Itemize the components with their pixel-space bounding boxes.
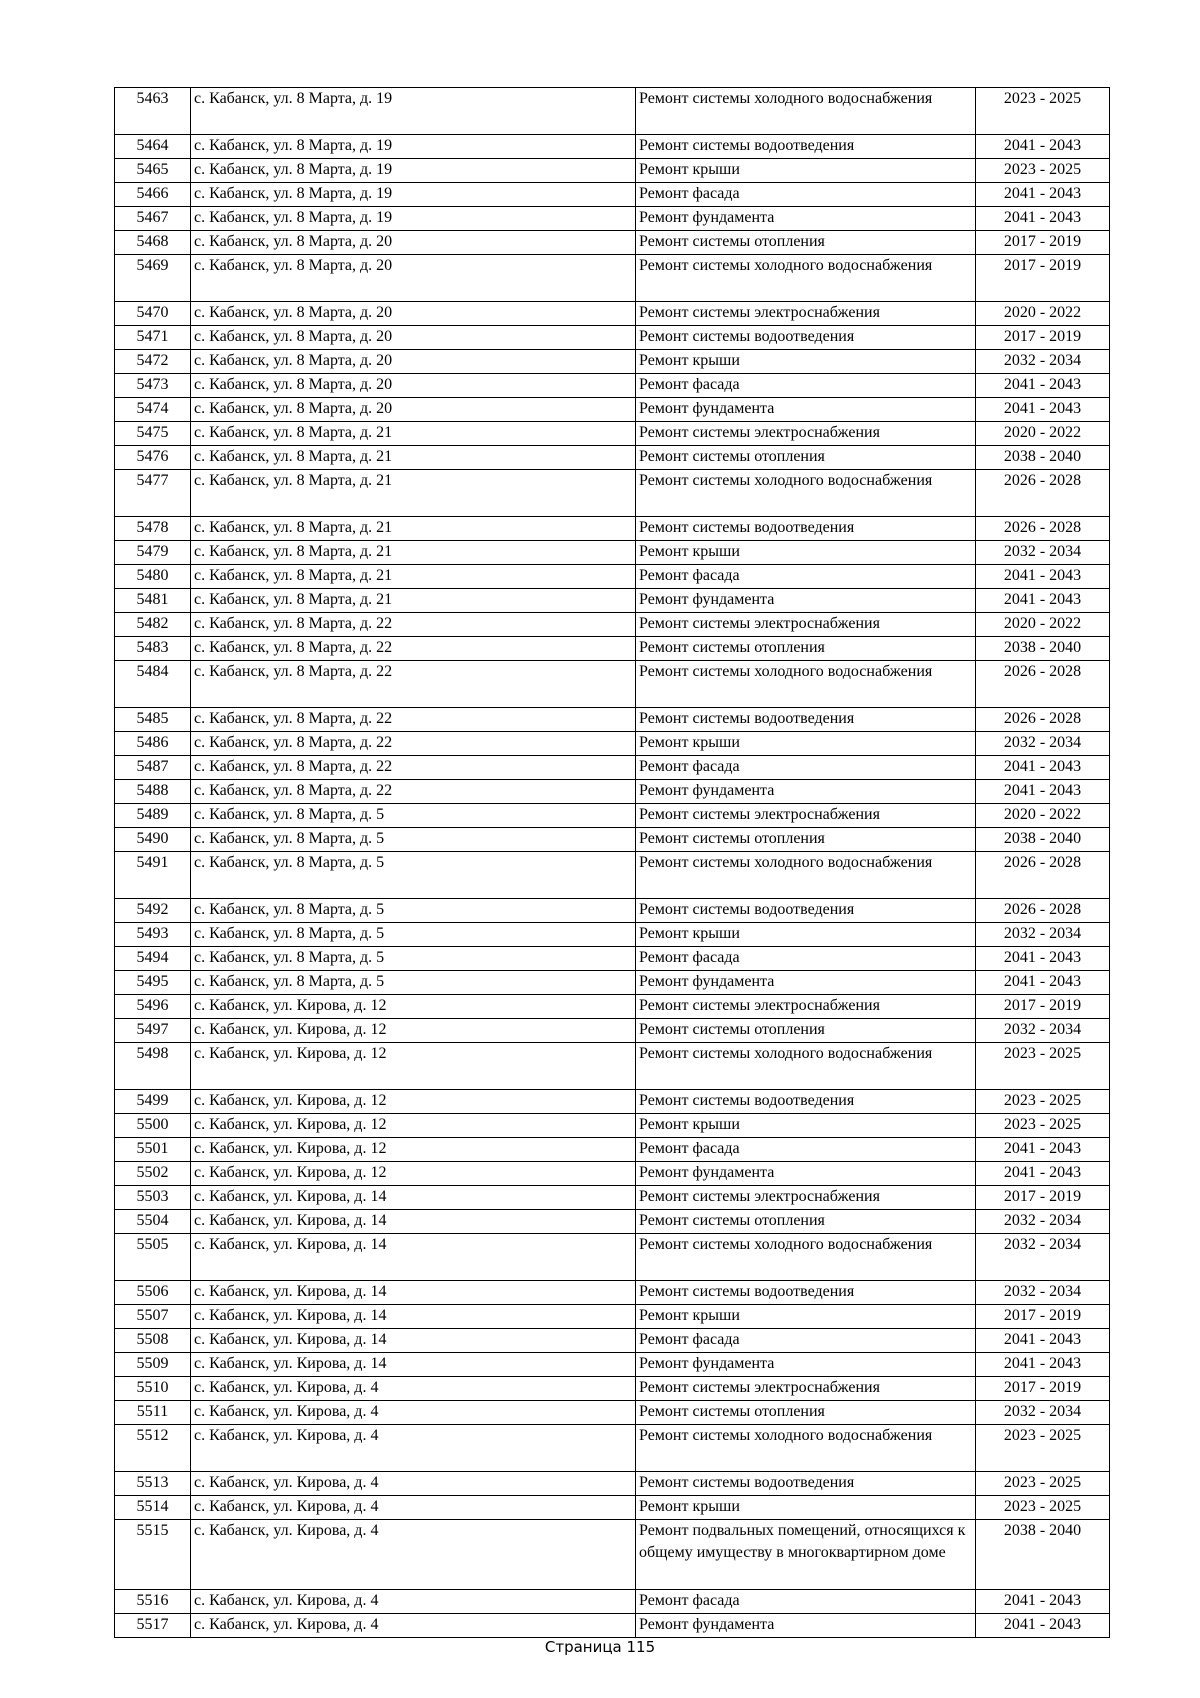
work-type-cell: Ремонт крыши <box>636 1114 976 1138</box>
work-type-cell: Ремонт системы электроснабжения <box>636 613 976 637</box>
table-row <box>115 398 1110 422</box>
table-row <box>115 1138 1110 1162</box>
work-type-cell: Ремонт фундамента <box>636 1162 976 1186</box>
work-type-cell: Ремонт системы водоотведения <box>636 326 976 350</box>
table-row <box>115 565 1110 589</box>
row-number-cell: 5510 <box>115 1377 191 1401</box>
period-cell: 2032 - 2034 <box>976 1210 1110 1234</box>
table-row <box>115 1329 1110 1353</box>
table-row <box>115 1353 1110 1377</box>
period-cell: 2017 - 2019 <box>976 1377 1110 1401</box>
work-type-cell: Ремонт системы отопления <box>636 1401 976 1425</box>
row-number-cell: 5467 <box>115 207 191 231</box>
address-cell: с. Кабанск, ул. 8 Марта, д. 22 <box>191 637 636 661</box>
row-number-cell: 5469 <box>115 255 191 302</box>
table-row <box>115 422 1110 446</box>
work-type-cell: Ремонт подвальных помещений, относящихся к общему имуществу в многоквартирном доме <box>636 1520 976 1590</box>
address-cell: с. Кабанск, ул. 8 Марта, д. 21 <box>191 517 636 541</box>
table-row <box>115 1234 1110 1281</box>
table-row <box>115 804 1110 828</box>
work-type-cell: Ремонт системы водоотведения <box>636 1472 976 1496</box>
address-cell: с. Кабанск, ул. 8 Марта, д. 21 <box>191 589 636 613</box>
table-row <box>115 1281 1110 1305</box>
work-type-cell: Ремонт системы холодного водоснабжения <box>636 1425 976 1472</box>
row-number-cell: 5496 <box>115 995 191 1019</box>
period-cell: 2041 - 2043 <box>976 947 1110 971</box>
period-cell: 2017 - 2019 <box>976 326 1110 350</box>
period-cell: 2023 - 2025 <box>976 1114 1110 1138</box>
row-number-cell: 5499 <box>115 1090 191 1114</box>
table-row <box>115 1305 1110 1329</box>
period-cell: 2041 - 2043 <box>976 135 1110 159</box>
work-type-cell: Ремонт системы водоотведения <box>636 517 976 541</box>
table-row <box>115 1162 1110 1186</box>
period-cell: 2026 - 2028 <box>976 899 1110 923</box>
address-cell: с. Кабанск, ул. Кирова, д. 12 <box>191 1043 636 1090</box>
table-row <box>115 923 1110 947</box>
row-number-cell: 5487 <box>115 756 191 780</box>
table-row <box>115 852 1110 899</box>
table-row <box>115 159 1110 183</box>
address-cell: с. Кабанск, ул. 8 Марта, д. 19 <box>191 135 636 159</box>
period-cell: 2041 - 2043 <box>976 207 1110 231</box>
table-row <box>115 1210 1110 1234</box>
address-cell: с. Кабанск, ул. Кирова, д. 12 <box>191 995 636 1019</box>
table-row <box>115 613 1110 637</box>
row-number-cell: 5507 <box>115 1305 191 1329</box>
period-cell: 2032 - 2034 <box>976 732 1110 756</box>
table-row <box>115 374 1110 398</box>
work-type-cell: Ремонт системы водоотведения <box>636 1090 976 1114</box>
address-cell: с. Кабанск, ул. 8 Марта, д. 5 <box>191 899 636 923</box>
table-row <box>115 541 1110 565</box>
row-number-cell: 5471 <box>115 326 191 350</box>
work-type-cell: Ремонт фасада <box>636 1590 976 1614</box>
table-row <box>115 1520 1110 1590</box>
period-cell: 2038 - 2040 <box>976 446 1110 470</box>
period-cell: 2041 - 2043 <box>976 565 1110 589</box>
work-type-cell: Ремонт системы холодного водоснабжения <box>636 1043 976 1090</box>
period-cell: 2038 - 2040 <box>976 828 1110 852</box>
period-cell: 2038 - 2040 <box>976 1520 1110 1590</box>
work-type-cell: Ремонт крыши <box>636 923 976 947</box>
work-type-cell: Ремонт фасада <box>636 183 976 207</box>
table-row <box>115 517 1110 541</box>
address-cell: с. Кабанск, ул. Кирова, д. 14 <box>191 1353 636 1377</box>
table-row <box>115 135 1110 159</box>
work-type-cell: Ремонт системы отопления <box>636 231 976 255</box>
address-cell: с. Кабанск, ул. Кирова, д. 4 <box>191 1496 636 1520</box>
table-row <box>115 1090 1110 1114</box>
period-cell: 2032 - 2034 <box>976 1401 1110 1425</box>
address-cell: с. Кабанск, ул. 8 Марта, д. 22 <box>191 780 636 804</box>
row-number-cell: 5476 <box>115 446 191 470</box>
address-cell: с. Кабанск, ул. Кирова, д. 4 <box>191 1614 636 1638</box>
period-cell: 2041 - 2043 <box>976 971 1110 995</box>
table-row <box>115 708 1110 732</box>
row-number-cell: 5477 <box>115 470 191 517</box>
work-type-cell: Ремонт системы электроснабжения <box>636 1186 976 1210</box>
work-type-cell: Ремонт фундамента <box>636 207 976 231</box>
table-row <box>115 470 1110 517</box>
row-number-cell: 5466 <box>115 183 191 207</box>
address-cell: с. Кабанск, ул. 8 Марта, д. 22 <box>191 661 636 708</box>
table-row <box>115 255 1110 302</box>
address-cell: с. Кабанск, ул. Кирова, д. 4 <box>191 1520 636 1590</box>
period-cell: 2017 - 2019 <box>976 1186 1110 1210</box>
work-type-cell: Ремонт крыши <box>636 541 976 565</box>
address-cell: с. Кабанск, ул. Кирова, д. 14 <box>191 1210 636 1234</box>
period-cell: 2026 - 2028 <box>976 470 1110 517</box>
row-number-cell: 5498 <box>115 1043 191 1090</box>
address-cell: с. Кабанск, ул. 8 Марта, д. 22 <box>191 613 636 637</box>
row-number-cell: 5464 <box>115 135 191 159</box>
period-cell: 2017 - 2019 <box>976 995 1110 1019</box>
row-number-cell: 5482 <box>115 613 191 637</box>
work-type-cell: Ремонт системы электроснабжения <box>636 422 976 446</box>
table-row <box>115 995 1110 1019</box>
table-row <box>115 828 1110 852</box>
row-number-cell: 5506 <box>115 1281 191 1305</box>
period-cell: 2041 - 2043 <box>976 780 1110 804</box>
work-type-cell: Ремонт фундамента <box>636 971 976 995</box>
address-cell: с. Кабанск, ул. Кирова, д. 14 <box>191 1281 636 1305</box>
work-type-cell: Ремонт системы отопления <box>636 446 976 470</box>
address-cell: с. Кабанск, ул. Кирова, д. 12 <box>191 1019 636 1043</box>
period-cell: 2017 - 2019 <box>976 1305 1110 1329</box>
period-cell: 2032 - 2034 <box>976 1019 1110 1043</box>
period-cell: 2026 - 2028 <box>976 517 1110 541</box>
period-cell: 2023 - 2025 <box>976 159 1110 183</box>
work-type-cell: Ремонт фундамента <box>636 1353 976 1377</box>
row-number-cell: 5511 <box>115 1401 191 1425</box>
period-cell: 2041 - 2043 <box>976 1138 1110 1162</box>
table-row <box>115 1377 1110 1401</box>
table-row <box>115 350 1110 374</box>
row-number-cell: 5517 <box>115 1614 191 1638</box>
address-cell: с. Кабанск, ул. Кирова, д. 14 <box>191 1186 636 1210</box>
address-cell: с. Кабанск, ул. 8 Марта, д. 20 <box>191 231 636 255</box>
work-type-cell: Ремонт системы отопления <box>636 637 976 661</box>
work-type-cell: Ремонт системы отопления <box>636 828 976 852</box>
works-table-body <box>115 88 1110 1638</box>
address-cell: с. Кабанск, ул. Кирова, д. 4 <box>191 1425 636 1472</box>
table-row <box>115 1114 1110 1138</box>
address-cell: с. Кабанск, ул. Кирова, д. 12 <box>191 1138 636 1162</box>
row-number-cell: 5509 <box>115 1353 191 1377</box>
table-row <box>115 1614 1110 1638</box>
row-number-cell: 5515 <box>115 1520 191 1590</box>
work-type-cell: Ремонт системы холодного водоснабжения <box>636 255 976 302</box>
period-cell: 2020 - 2022 <box>976 422 1110 446</box>
address-cell: с. Кабанск, ул. 8 Марта, д. 20 <box>191 398 636 422</box>
address-cell: с. Кабанск, ул. Кирова, д. 14 <box>191 1234 636 1281</box>
work-type-cell: Ремонт системы отопления <box>636 1019 976 1043</box>
row-number-cell: 5502 <box>115 1162 191 1186</box>
work-type-cell: Ремонт системы электроснабжения <box>636 995 976 1019</box>
address-cell: с. Кабанск, ул. 8 Марта, д. 22 <box>191 756 636 780</box>
address-cell: с. Кабанск, ул. 8 Марта, д. 19 <box>191 159 636 183</box>
work-type-cell: Ремонт фасада <box>636 374 976 398</box>
work-type-cell: Ремонт фасада <box>636 1329 976 1353</box>
table-row <box>115 637 1110 661</box>
row-number-cell: 5468 <box>115 231 191 255</box>
period-cell: 2041 - 2043 <box>976 1353 1110 1377</box>
period-cell: 2032 - 2034 <box>976 541 1110 565</box>
address-cell: с. Кабанск, ул. 8 Марта, д. 5 <box>191 947 636 971</box>
table-row <box>115 732 1110 756</box>
address-cell: с. Кабанск, ул. Кирова, д. 12 <box>191 1090 636 1114</box>
row-number-cell: 5508 <box>115 1329 191 1353</box>
period-cell: 2032 - 2034 <box>976 350 1110 374</box>
work-type-cell: Ремонт системы холодного водоснабжения <box>636 1234 976 1281</box>
address-cell: с. Кабанск, ул. Кирова, д. 12 <box>191 1114 636 1138</box>
work-type-cell: Ремонт системы холодного водоснабжения <box>636 852 976 899</box>
row-number-cell: 5485 <box>115 708 191 732</box>
row-number-cell: 5492 <box>115 899 191 923</box>
period-cell: 2023 - 2025 <box>976 88 1110 135</box>
row-number-cell: 5497 <box>115 1019 191 1043</box>
row-number-cell: 5481 <box>115 589 191 613</box>
period-cell: 2041 - 2043 <box>976 374 1110 398</box>
address-cell: с. Кабанск, ул. 8 Марта, д. 20 <box>191 326 636 350</box>
address-cell: с. Кабанск, ул. 8 Марта, д. 19 <box>191 183 636 207</box>
row-number-cell: 5512 <box>115 1425 191 1472</box>
period-cell: 2041 - 2043 <box>976 1162 1110 1186</box>
work-type-cell: Ремонт фундамента <box>636 398 976 422</box>
row-number-cell: 5494 <box>115 947 191 971</box>
address-cell: с. Кабанск, ул. Кирова, д. 4 <box>191 1377 636 1401</box>
row-number-cell: 5495 <box>115 971 191 995</box>
work-type-cell: Ремонт фундамента <box>636 1614 976 1638</box>
row-number-cell: 5514 <box>115 1496 191 1520</box>
work-type-cell: Ремонт фундамента <box>636 780 976 804</box>
address-cell: с. Кабанск, ул. 8 Марта, д. 20 <box>191 255 636 302</box>
address-cell: с. Кабанск, ул. 8 Марта, д. 21 <box>191 422 636 446</box>
period-cell: 2038 - 2040 <box>976 637 1110 661</box>
address-cell: с. Кабанск, ул. Кирова, д. 14 <box>191 1329 636 1353</box>
page-number: Страница 115 <box>544 1638 656 1656</box>
address-cell: с. Кабанск, ул. 8 Марта, д. 20 <box>191 302 636 326</box>
table-row <box>115 231 1110 255</box>
row-number-cell: 5470 <box>115 302 191 326</box>
address-cell: с. Кабанск, ул. 8 Марта, д. 19 <box>191 207 636 231</box>
address-cell: с. Кабанск, ул. 8 Марта, д. 5 <box>191 804 636 828</box>
period-cell: 2023 - 2025 <box>976 1472 1110 1496</box>
table-row <box>115 326 1110 350</box>
address-cell: с. Кабанск, ул. 8 Марта, д. 5 <box>191 852 636 899</box>
table-row <box>115 899 1110 923</box>
period-cell: 2023 - 2025 <box>976 1425 1110 1472</box>
table-row <box>115 971 1110 995</box>
row-number-cell: 5486 <box>115 732 191 756</box>
address-cell: с. Кабанск, ул. Кирова, д. 4 <box>191 1590 636 1614</box>
period-cell: 2041 - 2043 <box>976 589 1110 613</box>
address-cell: с. Кабанск, ул. 8 Марта, д. 20 <box>191 374 636 398</box>
table-row <box>115 589 1110 613</box>
work-type-cell: Ремонт фундамента <box>636 589 976 613</box>
address-cell: с. Кабанск, ул. 8 Марта, д. 5 <box>191 828 636 852</box>
address-cell: с. Кабанск, ул. Кирова, д. 4 <box>191 1401 636 1425</box>
work-type-cell: Ремонт крыши <box>636 1305 976 1329</box>
table-row <box>115 1019 1110 1043</box>
table-row <box>115 661 1110 708</box>
address-cell: с. Кабанск, ул. 8 Марта, д. 22 <box>191 708 636 732</box>
row-number-cell: 5504 <box>115 1210 191 1234</box>
works-table <box>114 87 1110 1638</box>
work-type-cell: Ремонт фасада <box>636 756 976 780</box>
table-row <box>115 207 1110 231</box>
table-row <box>115 302 1110 326</box>
table-row <box>115 756 1110 780</box>
row-number-cell: 5491 <box>115 852 191 899</box>
row-number-cell: 5475 <box>115 422 191 446</box>
work-type-cell: Ремонт системы водоотведения <box>636 135 976 159</box>
period-cell: 2041 - 2043 <box>976 183 1110 207</box>
work-type-cell: Ремонт системы электроснабжения <box>636 1377 976 1401</box>
table-row <box>115 780 1110 804</box>
table-row <box>115 1472 1110 1496</box>
row-number-cell: 5505 <box>115 1234 191 1281</box>
address-cell: с. Кабанск, ул. 8 Марта, д. 5 <box>191 971 636 995</box>
period-cell: 2020 - 2022 <box>976 302 1110 326</box>
row-number-cell: 5484 <box>115 661 191 708</box>
period-cell: 2023 - 2025 <box>976 1090 1110 1114</box>
work-type-cell: Ремонт крыши <box>636 1496 976 1520</box>
period-cell: 2041 - 2043 <box>976 756 1110 780</box>
period-cell: 2041 - 2043 <box>976 1614 1110 1638</box>
table-row <box>115 1496 1110 1520</box>
row-number-cell: 5501 <box>115 1138 191 1162</box>
row-number-cell: 5480 <box>115 565 191 589</box>
address-cell: с. Кабанск, ул. Кирова, д. 12 <box>191 1162 636 1186</box>
row-number-cell: 5488 <box>115 780 191 804</box>
row-number-cell: 5472 <box>115 350 191 374</box>
work-type-cell: Ремонт системы холодного водоснабжения <box>636 661 976 708</box>
row-number-cell: 5473 <box>115 374 191 398</box>
period-cell: 2017 - 2019 <box>976 231 1110 255</box>
period-cell: 2017 - 2019 <box>976 255 1110 302</box>
period-cell: 2032 - 2034 <box>976 923 1110 947</box>
work-type-cell: Ремонт фасада <box>636 565 976 589</box>
address-cell: с. Кабанск, ул. Кирова, д. 14 <box>191 1305 636 1329</box>
period-cell: 2023 - 2025 <box>976 1496 1110 1520</box>
work-type-cell: Ремонт системы водоотведения <box>636 899 976 923</box>
row-number-cell: 5500 <box>115 1114 191 1138</box>
period-cell: 2041 - 2043 <box>976 398 1110 422</box>
period-cell: 2020 - 2022 <box>976 613 1110 637</box>
row-number-cell: 5483 <box>115 637 191 661</box>
period-cell: 2032 - 2034 <box>976 1234 1110 1281</box>
work-type-cell: Ремонт фасада <box>636 1138 976 1162</box>
period-cell: 2026 - 2028 <box>976 708 1110 732</box>
work-type-cell: Ремонт фасада <box>636 947 976 971</box>
table-row <box>115 88 1110 135</box>
row-number-cell: 5479 <box>115 541 191 565</box>
address-cell: с. Кабанск, ул. 8 Марта, д. 21 <box>191 541 636 565</box>
row-number-cell: 5513 <box>115 1472 191 1496</box>
period-cell: 2026 - 2028 <box>976 852 1110 899</box>
work-type-cell: Ремонт системы холодного водоснабжения <box>636 88 976 135</box>
period-cell: 2023 - 2025 <box>976 1043 1110 1090</box>
row-number-cell: 5489 <box>115 804 191 828</box>
work-type-cell: Ремонт системы холодного водоснабжения <box>636 470 976 517</box>
table-row <box>115 1186 1110 1210</box>
table-row <box>115 1401 1110 1425</box>
address-cell: с. Кабанск, ул. 8 Марта, д. 21 <box>191 470 636 517</box>
period-cell: 2020 - 2022 <box>976 804 1110 828</box>
address-cell: с. Кабанск, ул. 8 Марта, д. 5 <box>191 923 636 947</box>
row-number-cell: 5463 <box>115 88 191 135</box>
period-cell: 2032 - 2034 <box>976 1281 1110 1305</box>
table-row <box>115 1043 1110 1090</box>
table-row <box>115 947 1110 971</box>
row-number-cell: 5478 <box>115 517 191 541</box>
row-number-cell: 5465 <box>115 159 191 183</box>
address-cell: с. Кабанск, ул. 8 Марта, д. 19 <box>191 88 636 135</box>
row-number-cell: 5493 <box>115 923 191 947</box>
row-number-cell: 5516 <box>115 1590 191 1614</box>
table-row <box>115 1590 1110 1614</box>
row-number-cell: 5474 <box>115 398 191 422</box>
address-cell: с. Кабанск, ул. 8 Марта, д. 20 <box>191 350 636 374</box>
table-row <box>115 446 1110 470</box>
work-type-cell: Ремонт крыши <box>636 732 976 756</box>
table-row <box>115 183 1110 207</box>
address-cell: с. Кабанск, ул. 8 Марта, д. 22 <box>191 732 636 756</box>
work-type-cell: Ремонт системы отопления <box>636 1210 976 1234</box>
work-type-cell: Ремонт системы электроснабжения <box>636 804 976 828</box>
table-row <box>115 1425 1110 1472</box>
row-number-cell: 5503 <box>115 1186 191 1210</box>
period-cell: 2041 - 2043 <box>976 1329 1110 1353</box>
work-type-cell: Ремонт системы водоотведения <box>636 708 976 732</box>
work-type-cell: Ремонт крыши <box>636 159 976 183</box>
work-type-cell: Ремонт крыши <box>636 350 976 374</box>
row-number-cell: 5490 <box>115 828 191 852</box>
period-cell: 2026 - 2028 <box>976 661 1110 708</box>
period-cell: 2041 - 2043 <box>976 1590 1110 1614</box>
address-cell: с. Кабанск, ул. 8 Марта, д. 21 <box>191 565 636 589</box>
work-type-cell: Ремонт системы водоотведения <box>636 1281 976 1305</box>
work-type-cell: Ремонт системы электроснабжения <box>636 302 976 326</box>
address-cell: с. Кабанск, ул. 8 Марта, д. 21 <box>191 446 636 470</box>
address-cell: с. Кабанск, ул. Кирова, д. 4 <box>191 1472 636 1496</box>
